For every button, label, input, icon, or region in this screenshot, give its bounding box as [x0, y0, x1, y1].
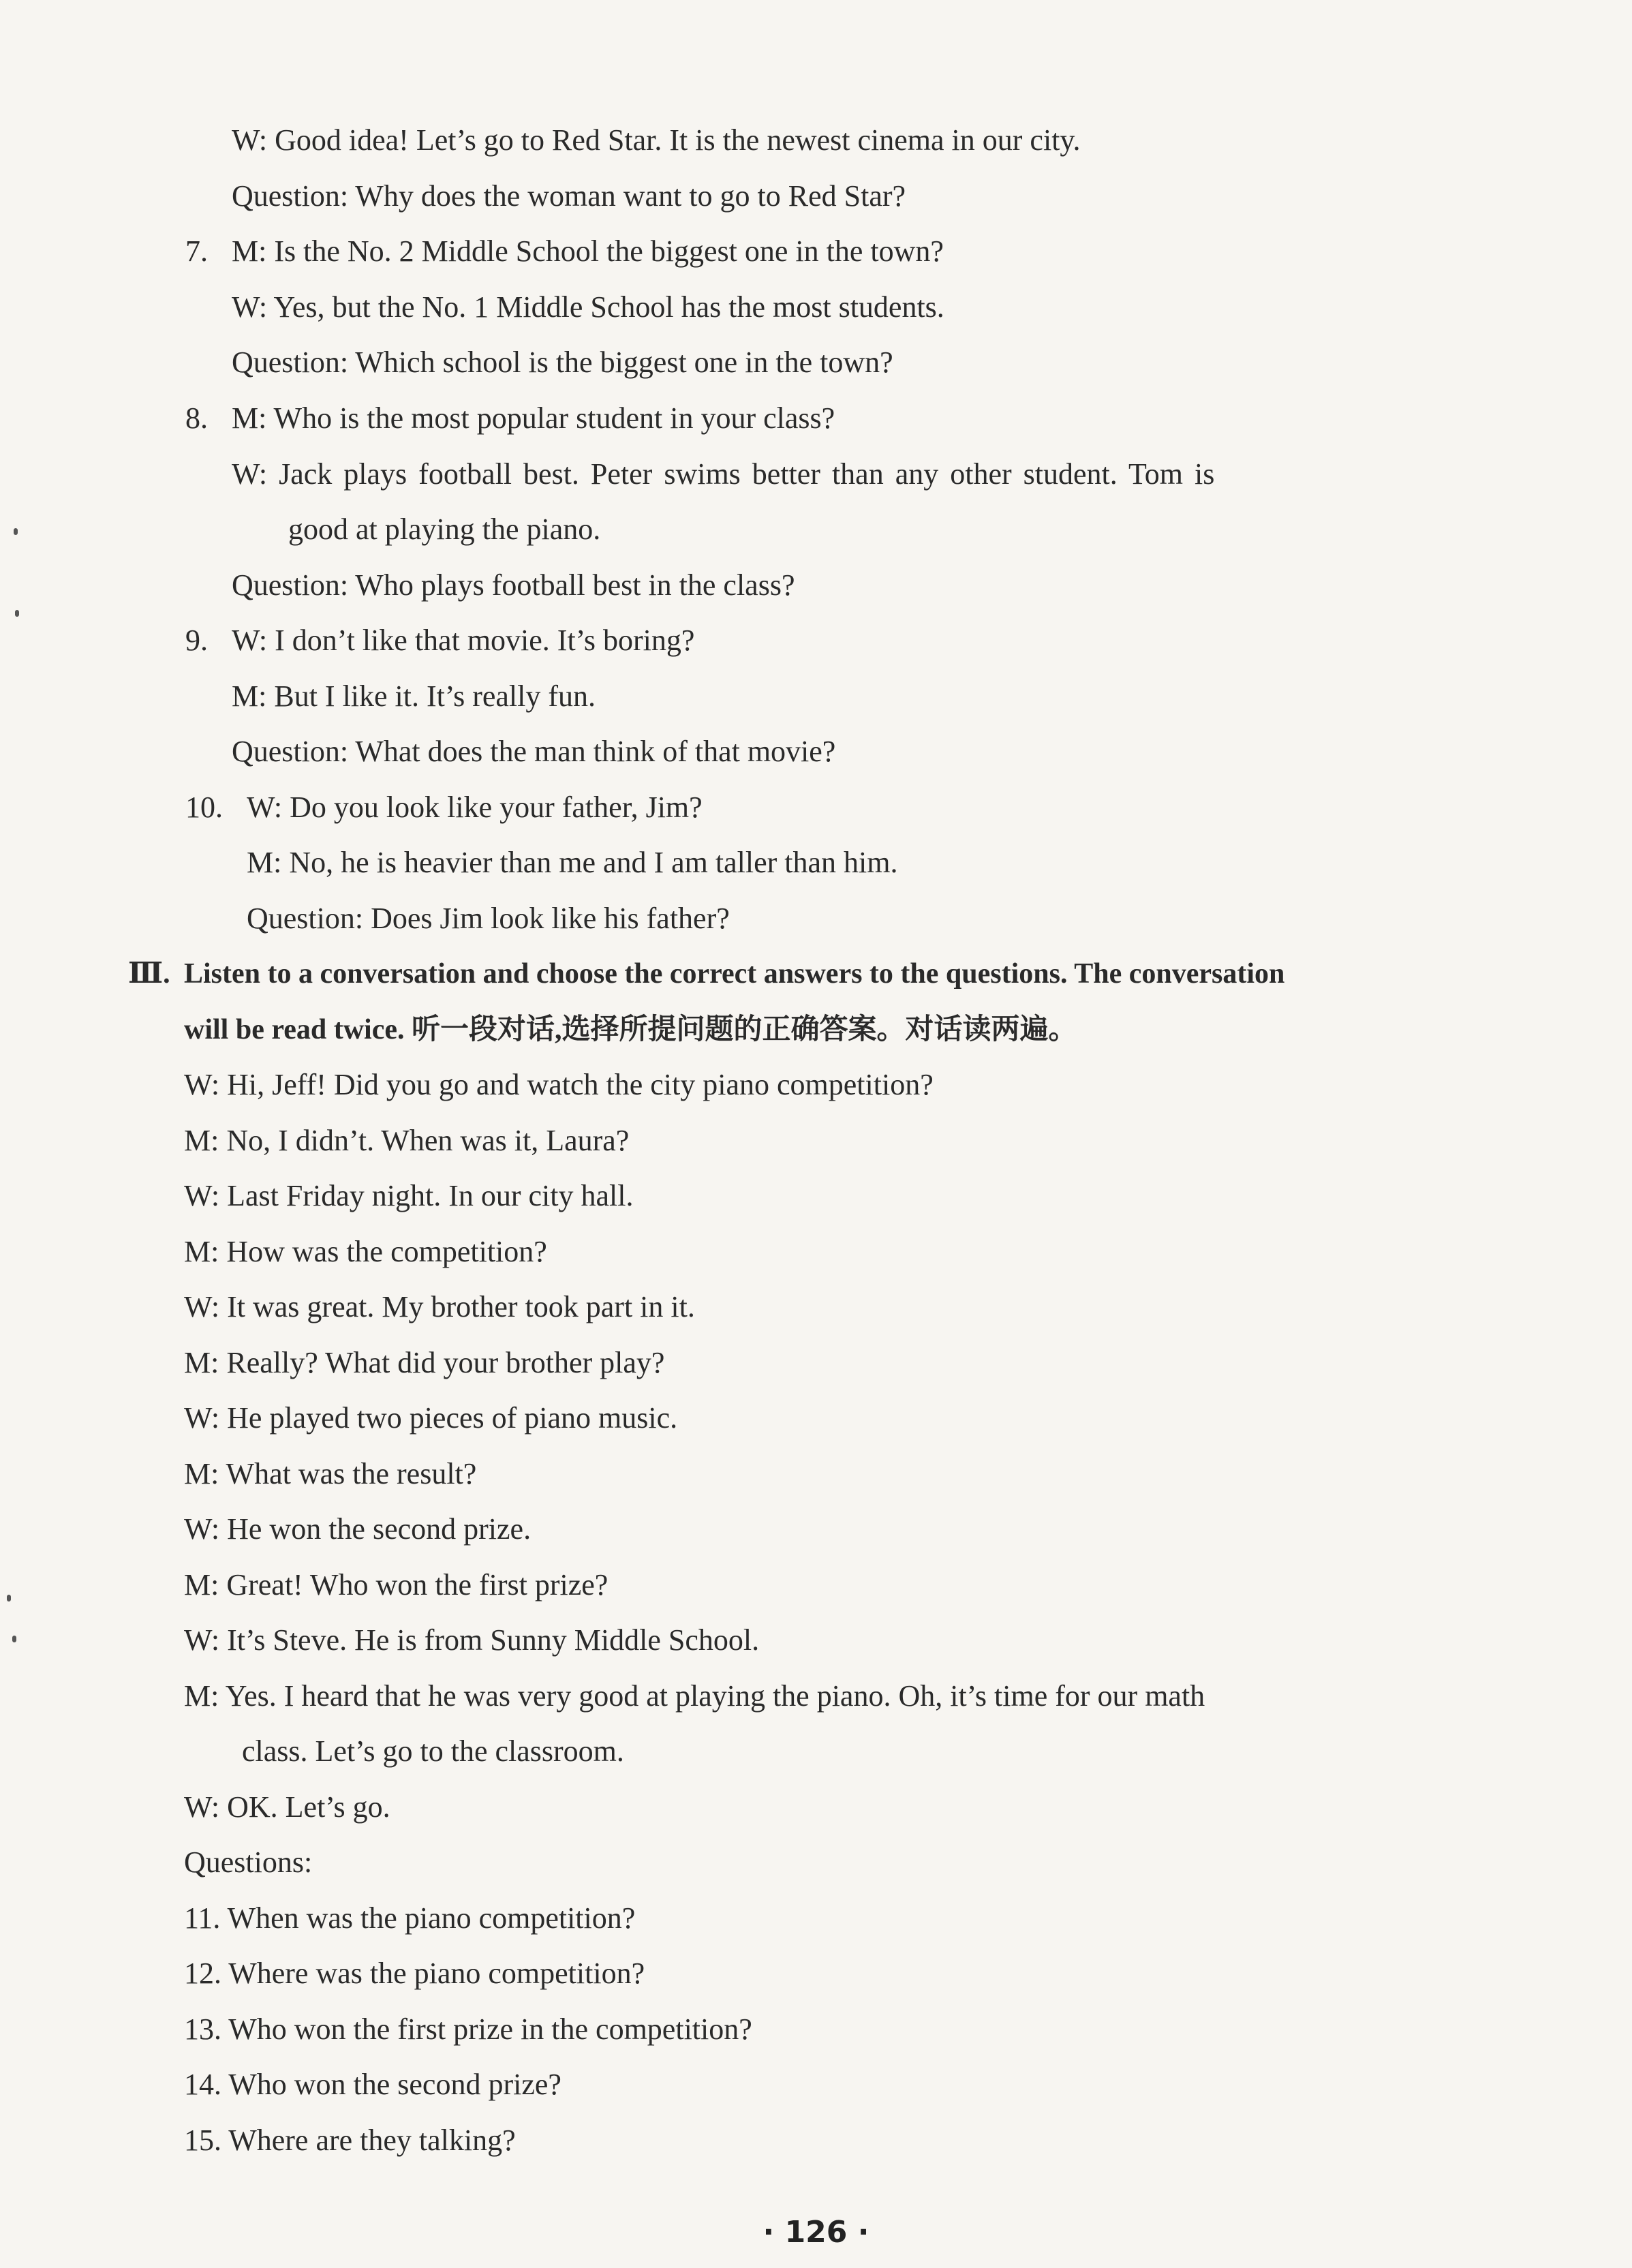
conversation-line: W: OK. Let’s go.: [184, 1790, 390, 1824]
page-number: · 126 ·: [763, 2215, 869, 2250]
conversation-line: M: How was the competition?: [184, 1235, 547, 1268]
conversation-line: W: He won the second prize.: [184, 1512, 532, 1546]
scan-mark: [7, 1595, 11, 1602]
section-3-heading-line1: Listen to a conversation and choose the correct answers to the questions. The conversation: [184, 958, 1285, 990]
question-item: 13. Who won the first prize in the competition?: [184, 2012, 752, 2046]
conversation-line: W: He played two pieces of piano music.: [184, 1401, 678, 1435]
conversation-line: W: Hi, Jeff! Did you go and watch the city piano competition?: [184, 1068, 934, 1101]
scan-mark: [14, 528, 18, 535]
conversation-line: W: It was great. My brother took part in it.: [184, 1290, 695, 1323]
item-9-line1: W: I don’t like that movie. It’s boring?: [232, 624, 695, 657]
item-9-question: Question: What does the man think of that movie?: [232, 735, 836, 768]
item-8-line2b: good at playing the piano.: [288, 512, 601, 546]
item-10-number: 10.: [185, 791, 223, 824]
item-9-line2: M: But I like it. It’s really fun.: [232, 679, 596, 713]
item-10-question: Question: Does Jim look like his father?: [247, 902, 730, 935]
conversation-line: class. Let’s go to the classroom.: [242, 1734, 624, 1768]
conversation-line: W: Last Friday night. In our city hall.: [184, 1179, 634, 1212]
conversation-line: W: It’s Steve. He is from Sunny Middle School.: [184, 1623, 760, 1657]
item-7-number: 7.: [185, 234, 208, 268]
item-8-question: Question: Who plays football best in the class?: [232, 568, 795, 602]
item-10-line2: M: No, he is heavier than me and I am taller than him.: [247, 846, 898, 879]
conversation-line: M: No, I didn’t. When was it, Laura?: [184, 1124, 630, 1157]
question-item: 15. Where are they talking?: [184, 2124, 516, 2157]
scan-mark: [12, 1636, 16, 1642]
section-3-numeral: Ⅲ.: [128, 958, 170, 990]
conversation-line: M: Yes. I heard that he was very good at playing the piano. Oh, it’s time for our math: [184, 1679, 1205, 1713]
item-9-number: 9.: [185, 624, 208, 657]
item-7-question: Question: Which school is the biggest one in the town?: [232, 346, 893, 379]
item-7-line2: W: Yes, but the No. 1 Middle School has the most students.: [232, 290, 944, 324]
item-10-line1: W: Do you look like your father, Jim?: [247, 791, 703, 824]
item-7-line1: M: Is the No. 2 Middle School the biggest one in the town?: [232, 234, 944, 268]
item-8-number: 8.: [185, 401, 208, 435]
question-item: 14. Who won the second prize?: [184, 2068, 561, 2101]
item-8-line1: M: Who is the most popular student in your class?: [232, 401, 835, 435]
conversation-line: M: What was the result?: [184, 1457, 477, 1490]
conversation-line: M: Great! Who won the first prize?: [184, 1568, 609, 1602]
questions-label: Questions:: [184, 1845, 313, 1879]
section-3-heading-line2: will be read twice. 听一段对话,选择所提问题的正确答案。对话读两遍。: [184, 1014, 1077, 1045]
conversation-line: M: Really? What did your brother play?: [184, 1346, 665, 1379]
question-item: 12. Where was the piano competition?: [184, 1957, 645, 1990]
question-item: 11. When was the piano competition?: [184, 1901, 636, 1935]
scan-mark: [15, 610, 19, 617]
item-8-line2: W: Jack plays football best. Peter swims better than any other student. Tom is: [232, 457, 1215, 491]
dialogue-6-w-line: W: Good idea! Let’s go to Red Star. It is the newest cinema in our city.: [232, 123, 1081, 157]
dialogue-6-question: Question: Why does the woman want to go to Red Star?: [232, 179, 906, 213]
